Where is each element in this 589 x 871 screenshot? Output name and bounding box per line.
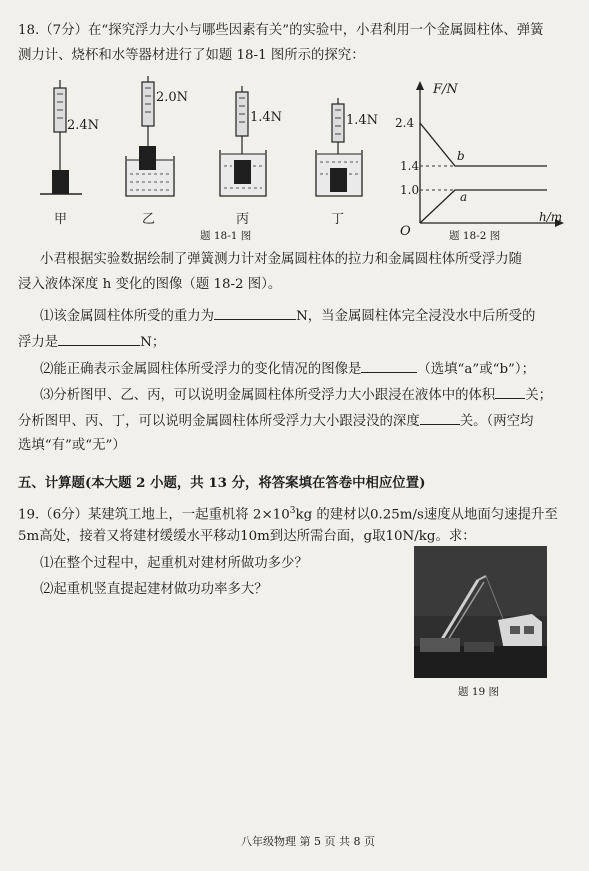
curve-a-label: a — [460, 190, 468, 204]
graph-ytick-1-4: 1.4 — [400, 159, 420, 173]
graph-x-axis-label: h/m — [539, 210, 563, 224]
q18-intro-line2: 测力计、烧杯和水等器材进行了如题 18-1 图所示的探究： — [18, 48, 365, 63]
q18-p2-text-b: （选填“a”或“b”）； — [417, 362, 535, 377]
curve-a — [420, 190, 547, 223]
crane-photo-illustration — [414, 546, 547, 678]
q18-p1-text-a: ⑴该金属圆柱体所受的重力为 — [40, 309, 215, 324]
answer-blank-depth[interactable] — [420, 411, 460, 425]
reading-ding: 1.4N — [346, 113, 379, 128]
q18-part1-line2 — [18, 332, 165, 352]
q18-p1-text-b: N，当金属圆柱体完全浸没水中后所受的 — [296, 309, 536, 324]
q18-part3-line2 — [18, 411, 533, 431]
label-jia: 甲 — [54, 212, 68, 227]
q18-part2 — [40, 359, 535, 379]
graph-ytick-2-4: 2.4 — [395, 116, 415, 130]
setup-jia — [40, 80, 82, 194]
crane-photo — [414, 546, 547, 678]
q18-p3-text-a: ⑶分析图甲、乙、丙，可以说明金属圆柱体所受浮力大小跟浸在液体中的体积 — [40, 388, 496, 403]
label-bing: 丙 — [236, 212, 250, 227]
q18-part1-line1 — [40, 306, 535, 326]
q18-p1-text-c: 浮力是 — [18, 335, 59, 350]
q18-p3-text-c: 分析图甲、丙、丁，可以说明金属圆柱体所受浮力大小跟浸没的深度 — [18, 414, 420, 429]
q18-part3-line3: 选填“有”或“无”） — [18, 438, 126, 453]
q18-desc-line2: 浸入液体深度 h 变化的图像（题 18-2 图）。 — [18, 277, 282, 292]
setup-bing — [220, 86, 266, 196]
reading-yi: 2.0N — [156, 90, 189, 105]
q18-p3-text-d: 关。（两空均 — [459, 414, 534, 429]
q18-desc-line1: 小君根据实验数据绘制了弹簧测力计对金属圆柱体的拉力和金属圆柱体所受浮力随 — [40, 252, 523, 267]
graph-origin-label: O — [400, 224, 411, 239]
q18-p1-text-d: N； — [140, 335, 166, 350]
q18-intro-line1: 18.（7分）在“探究浮力大小与哪些因素有关”的实验中，小君利用一个金属圆柱体、弹簧 — [18, 23, 544, 38]
fig-18-2-caption: 题 18-2 图 — [449, 230, 501, 242]
answer-blank-buoyancy[interactable] — [58, 332, 140, 346]
label-ding: 丁 — [331, 212, 345, 227]
fig-19-caption: 题 19 图 — [458, 686, 500, 698]
q19-line2: 5m高处，接着又将建材缓缓水平移动10m到达所需台面，g取10N/kg。求： — [18, 529, 476, 544]
label-yi: 乙 — [142, 212, 156, 227]
fig-18-1-caption: 题 18-1 图 — [200, 230, 252, 242]
q19-line1 — [18, 502, 558, 524]
q19-question1: ⑴在整个过程中，起重机对建材所做功多少？ — [40, 556, 308, 571]
q19-superscript: 3 — [289, 506, 296, 516]
q19-text-a: 19.（6分）某建筑工地上，一起重机将 2×10 — [18, 507, 290, 523]
q18-p2-text-a: ⑵能正确表示金属圆柱体所受浮力的变化情况的图像是 — [40, 362, 362, 377]
q18-part3-line1 — [40, 385, 552, 405]
answer-blank-volume[interactable] — [495, 385, 525, 399]
curve-b — [420, 123, 547, 166]
reading-bing: 1.4N — [250, 110, 283, 125]
answer-blank-gravity[interactable] — [214, 306, 296, 320]
q19-text-b: kg 的建材以0.25m/s速度从地面匀速提升至 — [295, 507, 558, 523]
q19-question2: ⑵起重机竖直提起建材做功功率多大？ — [40, 582, 268, 597]
curve-b-label: b — [457, 149, 465, 163]
page-footer: 八年级物理 第 5 页 共 8 页 — [241, 835, 375, 848]
q18-p3-text-b: 关； — [525, 388, 553, 403]
reading-jia: 2.4N — [67, 118, 100, 133]
figure-18-1 — [40, 74, 390, 214]
graph-y-axis-label: F/N — [433, 82, 458, 97]
answer-blank-graph-choice[interactable] — [361, 359, 417, 373]
graph-ytick-1-0: 1.0 — [400, 183, 420, 197]
section5-heading: 五、计算题(本大题 2 小题，共 13 分，将答案填在答卷中相应位置) — [18, 475, 426, 491]
